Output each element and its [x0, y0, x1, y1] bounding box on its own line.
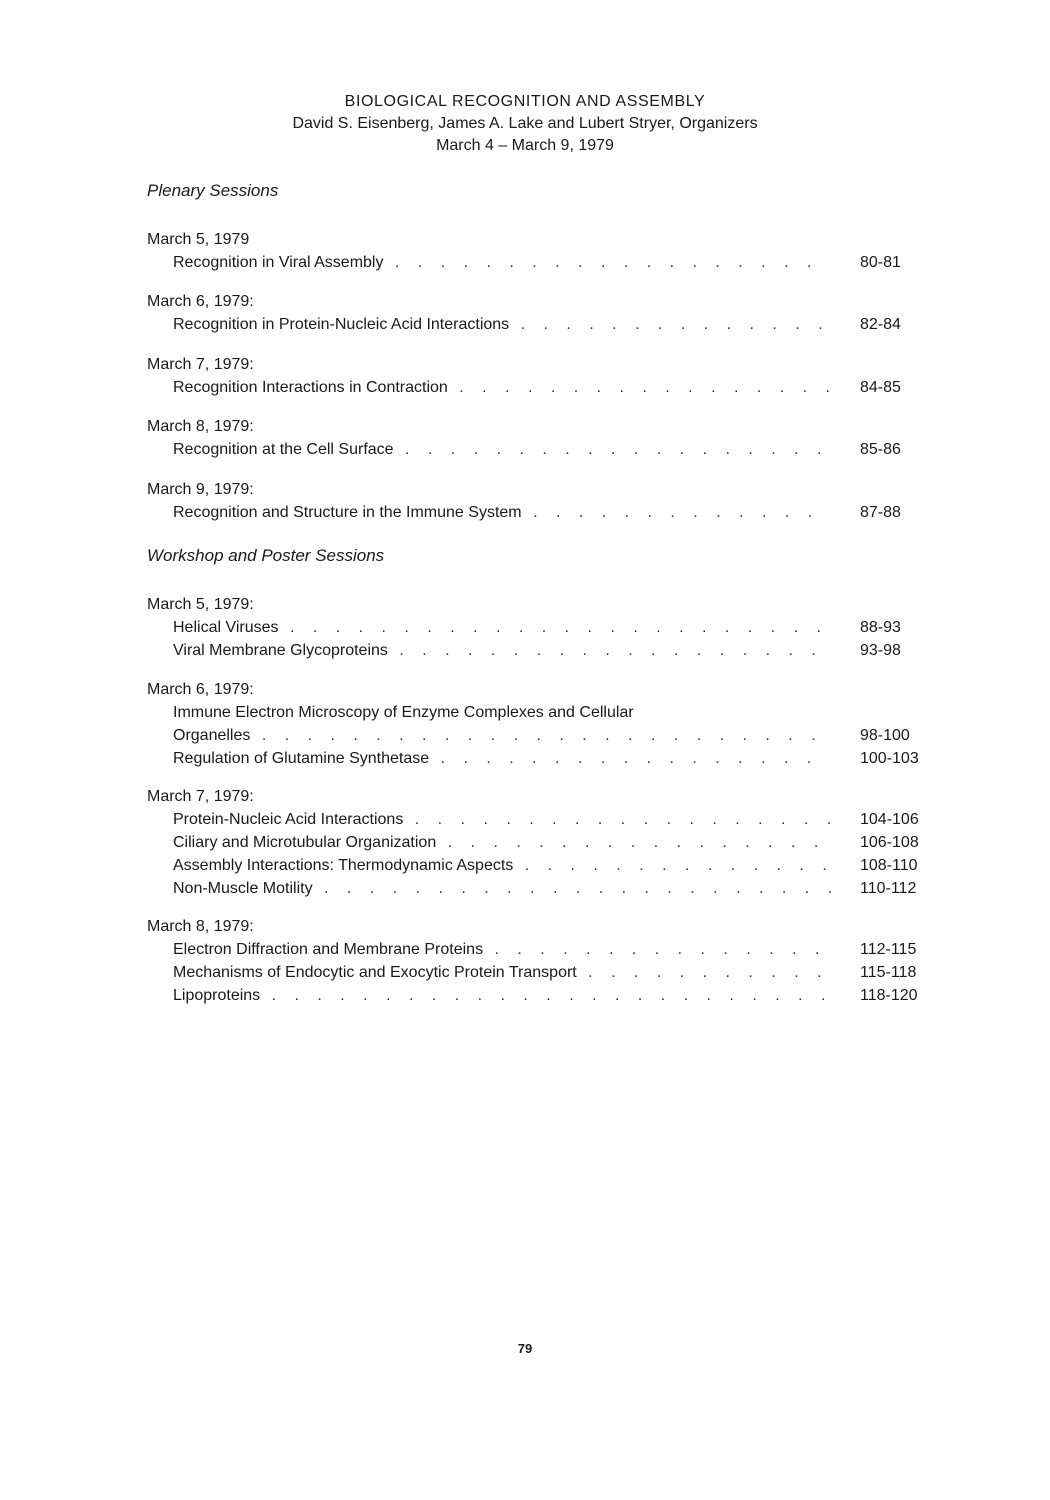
toc-entry — [147, 639, 923, 662]
organizers-line: David S. Eisenberg, James A. Lake and Lubert Stryer, Organizers — [292, 115, 758, 132]
toc-entry — [147, 747, 923, 770]
toc-entry — [147, 724, 923, 747]
entry-pages: 84-85 — [860, 379, 901, 396]
entry-title: Non-Muscle Motility . . . — [173, 877, 831, 900]
group-date: March 7, 1979: — [147, 788, 254, 805]
entry-title: Recognition and Structure in the Immune System . . . — [173, 501, 831, 524]
entry-pages: 82-84 — [860, 316, 901, 333]
entry-pages: 118-120 — [860, 987, 918, 1004]
toc-entry — [147, 313, 923, 336]
workshop-group-march-6 — [147, 678, 923, 770]
toc-entry — [147, 501, 923, 524]
toc-entry — [147, 808, 923, 831]
group-date: March 5, 1979: — [147, 596, 254, 613]
entry-pages: 106-108 — [860, 834, 919, 851]
entry-pages: 98-100 — [860, 727, 910, 744]
plenary-group-march-6 — [147, 290, 923, 336]
group-date: March 6, 1979: — [147, 681, 254, 698]
workshop-sessions-heading: Workshop and Poster Sessions — [147, 546, 385, 565]
entry-title: Assembly Interactions: Thermodynamic Aspects . . . — [173, 854, 831, 877]
plenary-group-march-5 — [147, 228, 923, 274]
page-number: 79 — [517, 1341, 533, 1356]
plenary-group-march-7 — [147, 353, 923, 399]
entry-pages: 80-81 — [860, 254, 901, 271]
entry-title: Immune Electron Microscopy of Enzyme Complexes and Cellular — [173, 704, 634, 721]
plenary-sessions-heading: Plenary Sessions — [147, 181, 279, 200]
group-date: March 6, 1979: — [147, 293, 254, 310]
entry-pages: 88-93 — [860, 619, 901, 636]
entry-pages: 112-115 — [860, 941, 917, 958]
entry-pages: 110-112 — [860, 880, 917, 897]
document-title: BIOLOGICAL RECOGNITION AND ASSEMBLY — [344, 93, 706, 110]
toc-entry — [147, 438, 923, 461]
group-date: March 8, 1979: — [147, 418, 254, 435]
toc-entry — [147, 877, 923, 900]
toc-entry — [147, 701, 923, 724]
entry-pages: 115-118 — [860, 964, 917, 981]
entry-pages: 93-98 — [860, 642, 901, 659]
entry-title: Lipoproteins . . . — [173, 984, 831, 1007]
group-date: March 7, 1979: — [147, 356, 254, 373]
plenary-group-march-9 — [147, 478, 923, 524]
entry-title: Ciliary and Microtubular Organization . . . — [173, 831, 831, 854]
entry-title: Mechanisms of Endocytic and Exocytic Protein Transport . . . — [173, 961, 831, 984]
toc-entry — [147, 831, 923, 854]
entry-pages: 104-106 — [860, 811, 919, 828]
entry-pages: 108-110 — [860, 857, 918, 874]
group-date: March 5, 1979 — [147, 231, 250, 248]
entry-title: Recognition in Protein-Nucleic Acid Interactions . . . — [173, 313, 831, 336]
workshop-group-march-5 — [147, 593, 923, 662]
toc-entry — [147, 938, 923, 961]
plenary-group-march-8 — [147, 415, 923, 461]
group-date: March 8, 1979: — [147, 918, 254, 935]
entry-title: Helical Viruses . . . — [173, 616, 831, 639]
workshop-group-march-7 — [147, 785, 923, 900]
entry-title: Organelles . . . — [173, 724, 831, 747]
workshop-group-march-8 — [147, 915, 923, 1007]
toc-entry — [147, 616, 923, 639]
entry-pages: 87-88 — [860, 504, 901, 521]
entry-title: Viral Membrane Glycoproteins . . . — [173, 639, 831, 662]
toc-entry — [147, 961, 923, 984]
group-date: March 9, 1979: — [147, 481, 254, 498]
toc-entry — [147, 251, 923, 274]
entry-title: Electron Diffraction and Membrane Proteins . . . — [173, 938, 831, 961]
document-header — [0, 91, 1050, 157]
entry-title: Recognition Interactions in Contraction . . . — [173, 376, 831, 399]
entry-pages: 85-86 — [860, 441, 901, 458]
entry-title: Recognition at the Cell Surface . . . — [173, 438, 831, 461]
toc-entry — [147, 376, 923, 399]
toc-entry — [147, 854, 923, 877]
entry-title: Protein-Nucleic Acid Interactions . . . — [173, 808, 831, 831]
toc-entry — [147, 984, 923, 1007]
entry-title: Recognition in Viral Assembly . . . — [173, 251, 831, 274]
dates-line: March 4 – March 9, 1979 — [436, 137, 614, 154]
entry-pages: 100-103 — [860, 750, 919, 767]
entry-title: Regulation of Glutamine Synthetase . . . — [173, 747, 831, 770]
